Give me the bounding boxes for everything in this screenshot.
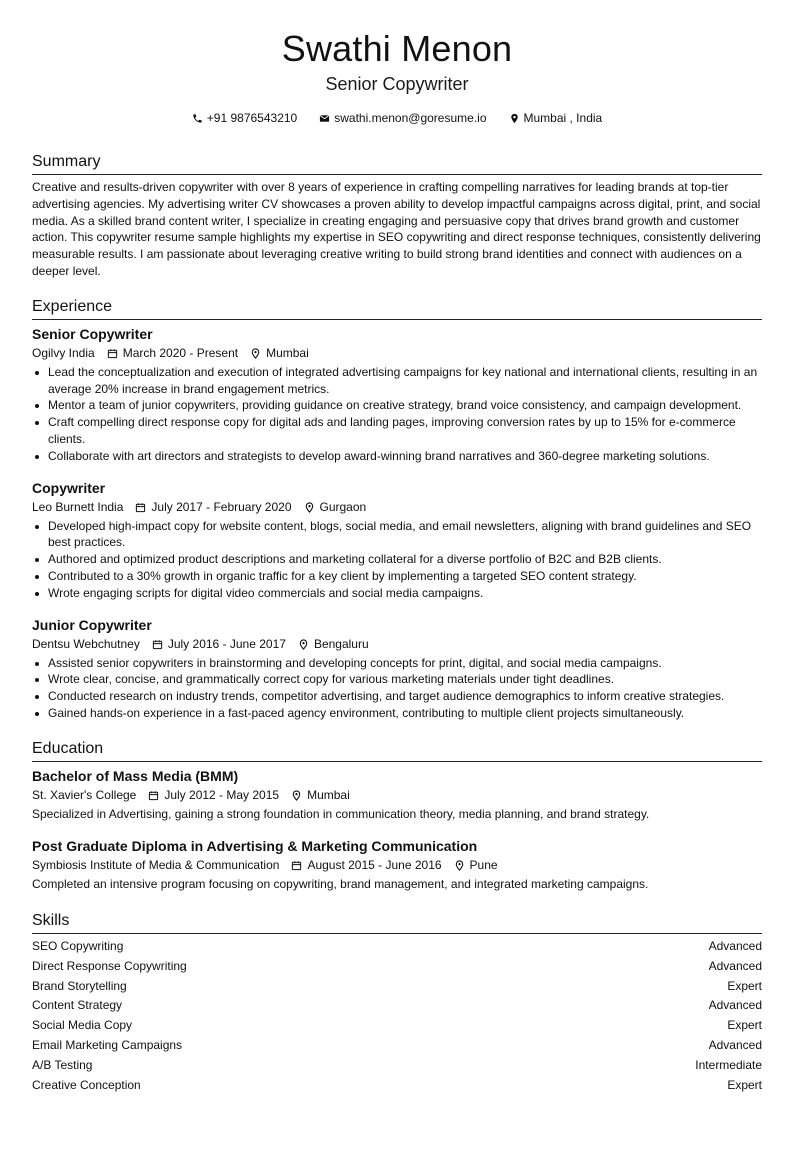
education-entry <box>32 836 762 893</box>
skill-row <box>32 996 762 1016</box>
map-pin-icon <box>509 113 520 124</box>
job-meta <box>32 345 762 362</box>
skill-row <box>32 1056 762 1076</box>
education-location-text: Pune <box>469 857 498 872</box>
list-item: Wrote clear, concise, and grammatically correct copy for various marketing materials under tight deadlines. <box>32 671 762 688</box>
job-meta <box>32 499 762 516</box>
education-location <box>454 857 498 874</box>
skill-row <box>32 1016 762 1036</box>
skill-name: Creative Conception <box>32 1078 141 1093</box>
job-location <box>250 345 309 362</box>
job-meta <box>32 636 762 653</box>
education-description: Specialized in Advertising, gaining a strong foundation in communication theory, media planning, and brand strategy. <box>32 806 650 821</box>
job-bullets <box>32 518 762 602</box>
job-dates-text: July 2016 - June 2017 <box>167 636 286 651</box>
skill-row <box>32 1036 762 1056</box>
job-location-text: Mumbai <box>266 345 309 360</box>
job-entry <box>32 324 762 465</box>
job-bullets <box>32 364 762 465</box>
job-dates <box>107 345 238 362</box>
calendar-icon <box>148 790 159 801</box>
section-title-summary: Summary <box>32 152 762 175</box>
skill-level: Expert <box>727 1078 762 1093</box>
skill-name: Content Strategy <box>32 998 123 1013</box>
skill-level: Advanced <box>708 998 762 1013</box>
job-location <box>304 499 367 516</box>
resume-page <box>0 29 794 1153</box>
skill-row <box>32 977 762 997</box>
location-text: Mumbai , India <box>523 111 603 125</box>
job-title: Junior Copywriter <box>32 616 152 633</box>
list-item: Lead the conceptualization and execution of integrated advertising campaigns for key national and international clients, resulting in an average 20% increase in brand engagement metrics. <box>32 364 762 398</box>
phone-icon <box>192 113 203 124</box>
candidate-role: Senior Copywriter <box>325 74 469 94</box>
skill-name: Direct Response Copywriting <box>32 958 187 973</box>
degree-title: Post Graduate Diploma in Advertising & Marketing Communication <box>32 837 478 854</box>
job-title: Copywriter <box>32 479 106 496</box>
job-company: Dentsu Webchutney <box>32 636 140 651</box>
skill-row <box>32 1076 762 1096</box>
contact-bar <box>32 110 762 126</box>
education-location <box>291 787 350 804</box>
job-title: Senior Copywriter <box>32 325 153 342</box>
job-entry <box>32 478 762 602</box>
skill-level: Advanced <box>708 1038 762 1053</box>
education-location-text: Mumbai <box>307 787 350 802</box>
list-item: Contributed to a 30% growth in organic traffic for a key client by implementing a targeted SEO content strategy. <box>32 568 762 585</box>
skill-name: SEO Copywriting <box>32 938 124 953</box>
section-title-skills: Skills <box>32 911 762 934</box>
education-entry <box>32 766 762 823</box>
list-item: Mentor a team of junior copywriters, providing guidance on creative strategy, brand voice consistency, and campaign development. <box>32 397 762 414</box>
education-description: Completed an intensive program focusing on copywriting, brand management, and integrated marketing campaigns. <box>32 876 649 891</box>
skill-level: Expert <box>727 1018 762 1033</box>
job-location-text: Gurgaon <box>319 499 367 514</box>
skill-name: Email Marketing Campaigns <box>32 1038 183 1053</box>
job-company: Leo Burnett India <box>32 499 124 514</box>
phone-number: +91 9876543210 <box>206 111 298 125</box>
candidate-name: Swathi Menon <box>281 28 513 69</box>
job-dates <box>152 636 286 653</box>
education-section <box>32 739 762 893</box>
degree-title: Bachelor of Mass Media (BMM) <box>32 767 239 784</box>
email-address: swathi.menon@goresume.io <box>334 111 487 125</box>
map-pin-icon <box>304 502 315 513</box>
map-pin-icon <box>250 348 261 359</box>
job-location-text: Bengaluru <box>313 636 369 651</box>
summary-section <box>32 152 762 280</box>
skill-row <box>32 937 762 957</box>
skills-section <box>32 911 762 1096</box>
skill-level: Advanced <box>708 938 762 953</box>
skills-list <box>32 937 762 1096</box>
skill-name: Brand Storytelling <box>32 978 127 993</box>
job-dates <box>135 499 291 516</box>
education-dates <box>291 857 441 874</box>
job-company: Ogilvy India <box>32 345 95 360</box>
skill-name: Social Media Copy <box>32 1018 133 1033</box>
education-meta <box>32 857 762 874</box>
skill-level: Intermediate <box>695 1058 762 1073</box>
map-pin-icon <box>291 790 302 801</box>
list-item: Authored and optimized product descriptions and marketing collateral for a diverse portfolio of B2C and B2B clients. <box>32 551 762 568</box>
section-title-education: Education <box>32 739 762 762</box>
map-pin-icon <box>454 860 465 871</box>
map-pin-icon <box>298 639 309 650</box>
job-entry <box>32 615 762 722</box>
section-title-experience: Experience <box>32 297 762 320</box>
education-meta <box>32 787 762 804</box>
summary-text: Creative and results-driven copywriter with over 8 years of experience in crafting compelling narratives for leading brands at top-tier advertising agencies. My advertising writer CV showcases a proven ability to develop impactful campaigns across digital, print, and social media. As a skilled brand content writer, I specialize in creating engaging and persuasive copy that drives brand growth and customer action. This copywriter resume sample highlights my expertise in SEO copywriting and direct response techniques, consistently delivering measurable results. I am passionate about leveraging creative writing to build strong brand identities and connect with audiences on a deeper level. <box>32 180 761 278</box>
calendar-icon <box>135 502 146 513</box>
contact-email[interactable] <box>319 110 486 126</box>
skill-name: A/B Testing <box>32 1058 93 1073</box>
list-item: Collaborate with art directors and strategists to develop award-winning brand narratives and 360-degree marketing solutions. <box>32 448 762 465</box>
contact-location <box>509 110 603 126</box>
job-location <box>298 636 369 653</box>
skill-level: Advanced <box>708 958 762 973</box>
education-dates <box>148 787 279 804</box>
skill-level: Expert <box>727 978 762 993</box>
contact-phone[interactable] <box>192 110 297 126</box>
list-item: Wrote engaging scripts for digital video commercials and social media campaigns. <box>32 585 762 602</box>
education-dates-text: August 2015 - June 2016 <box>307 857 442 872</box>
list-item: Developed high-impact copy for website content, blogs, social media, and email newsletters, aligning with brand guidelines and SEO best practices. <box>32 518 762 552</box>
education-dates-text: July 2012 - May 2015 <box>164 787 280 802</box>
calendar-icon <box>291 860 302 871</box>
job-bullets <box>32 655 762 722</box>
calendar-icon <box>152 639 163 650</box>
job-dates-text: July 2017 - February 2020 <box>151 499 292 514</box>
skill-row <box>32 957 762 977</box>
envelope-icon <box>319 113 330 124</box>
list-item: Craft compelling direct response copy for digital ads and landing pages, improving conversion rates by up to 15% for e-commerce clients. <box>32 414 762 448</box>
list-item: Gained hands-on experience in a fast-paced agency environment, contributing to multiple client projects simultaneously. <box>32 705 762 722</box>
experience-section <box>32 297 762 722</box>
list-item: Conducted research on industry trends, competitor advertising, and target audience demographics to inform creative strategies. <box>32 688 762 705</box>
job-dates-text: March 2020 - Present <box>122 345 239 360</box>
school-name: St. Xavier's College <box>32 787 137 802</box>
calendar-icon <box>107 348 118 359</box>
school-name: Symbiosis Institute of Media & Communication <box>32 857 280 872</box>
list-item: Assisted senior copywriters in brainstorming and developing concepts for print, digital, and social media campaigns. <box>32 655 762 672</box>
